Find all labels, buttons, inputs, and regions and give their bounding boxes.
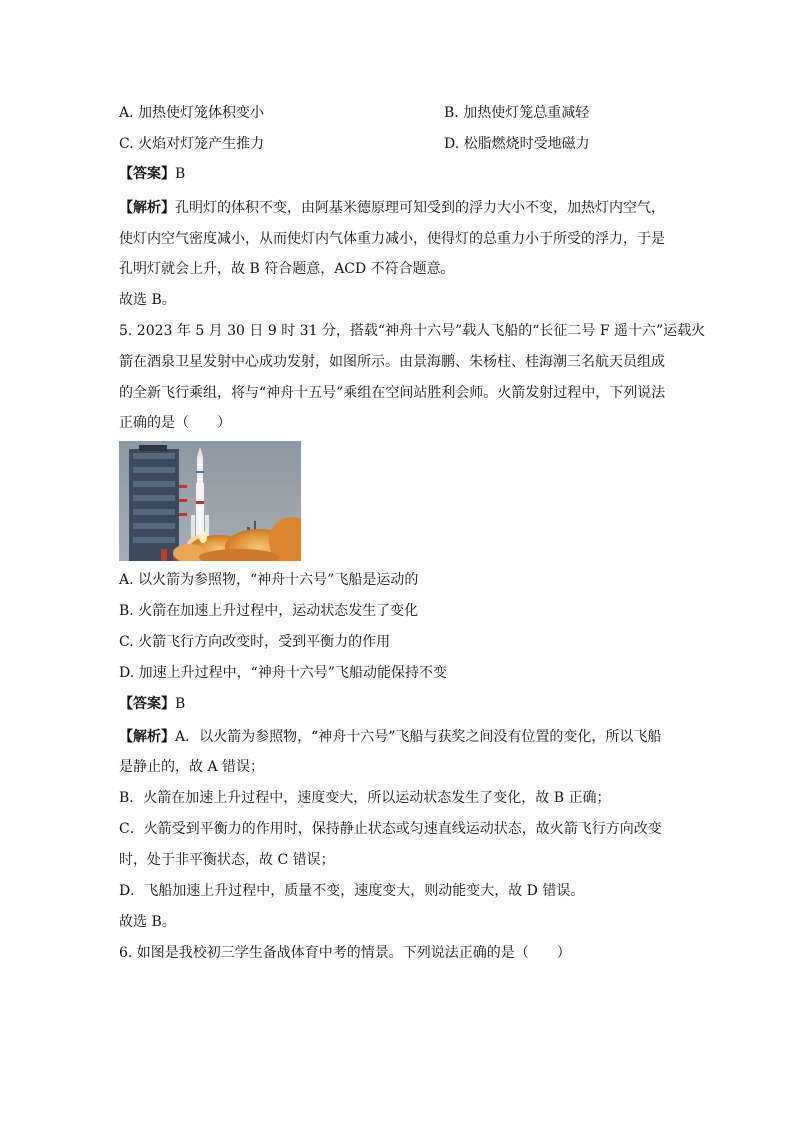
q5-analysis-text-1: A．以火箭为参照物，“神舟十六号”飞船与获奖之间没有位置的变化，所以飞船 — [175, 729, 662, 745]
q5-analysis-line-6: D．飞船加速上升过程中，质量不变，速度变大，则动能变大，故 D 错误。 — [119, 883, 585, 899]
q5-analysis-line-3: B．火箭在加速上升过程中，速度变大，所以运动状态发生了变化，故 B 正确； — [119, 790, 611, 806]
q4-analysis-text-1: 孔明灯的体积不变，由阿基米德原理可知受到的浮力大小不变，加热灯内空气， — [175, 200, 665, 216]
q4-answer-tag: 【答案】 — [119, 166, 175, 182]
q5-answer-value: B — [175, 696, 186, 712]
q4-answer-value: B — [175, 166, 186, 182]
q4-analysis-tag: 【解析】 — [119, 200, 175, 216]
q5-analysis-line-1 — [119, 727, 661, 747]
q5-option-a: A. 以火箭为参照物，“神舟十六号”飞船是运动的 — [119, 572, 419, 588]
q4-option-d: D. 松脂燃烧时受地磁力 — [444, 136, 590, 152]
q4-option-c: C. 火焰对灯笼产生推力 — [119, 136, 265, 152]
rocket-launch-photo — [119, 441, 301, 561]
q5-answer — [119, 694, 185, 714]
q5-option-d: D. 加速上升过程中，“神舟十六号”飞船动能保持不变 — [119, 665, 447, 681]
q5-answer-tag: 【答案】 — [119, 696, 175, 712]
q4-option-a: A. 加热使灯笼体积变小 — [119, 105, 265, 121]
q4-analysis-line-2: 使灯内空气密度减小，从而使灯内气体重力减小，使得灯的总重力小于所受的浮力，于是 — [119, 231, 665, 247]
q5-analysis-line-4: C．火箭受到平衡力的作用时，保持静止状态或匀速直线运动状态，故火箭飞行方向改变 — [119, 821, 662, 837]
q5-option-c: C. 火箭飞行方向改变时，受到平衡力的作用 — [119, 634, 391, 650]
launch-tower — [129, 445, 187, 561]
q4-analysis-line-3: 孔明灯就会上升，故 B 符合题意，ACD 不符合题意。 — [119, 261, 455, 277]
q6-stem: 6. 如图是我校初三学生备战体育中考的情景。下列说法正确的是（ ） — [119, 945, 571, 961]
q5-analysis-line-5: 时，处于非平衡状态，故 C 错误； — [119, 852, 335, 868]
q5-analysis-line-2: 是静止的，故 A 错误； — [119, 759, 265, 775]
q5-stem-line-2: 箭在酒泉卫星发射中心成功发射，如图所示。由景海鹏、朱杨柱、桂海潮三名航天员组成 — [119, 354, 665, 370]
q4-analysis-line-1 — [119, 198, 665, 218]
q5-option-b: B. 火箭在加速上升过程中，运动状态发生了变化 — [119, 603, 419, 619]
q5-stem-line-1: 5. 2023 年 5 月 30 日 9 时 31 分，搭载“神舟十六号”载人飞船的“长征二号 F 遥十六”运载火 — [119, 323, 706, 339]
q5-stem-line-4: 正确的是（ ） — [119, 415, 231, 431]
q4-conclusion: 故选 B。 — [119, 292, 176, 308]
q5-stem-line-3: 的全新飞行乘组，将与“神舟十五号”乘组在空间站胜利会师。火箭发射过程中，下列说法 — [119, 385, 666, 401]
q5-conclusion: 故选 B。 — [119, 914, 176, 930]
q4-option-b: B. 加热使灯笼总重减轻 — [444, 105, 590, 121]
q4-answer — [119, 164, 185, 184]
q5-analysis-tag: 【解析】 — [119, 729, 175, 745]
